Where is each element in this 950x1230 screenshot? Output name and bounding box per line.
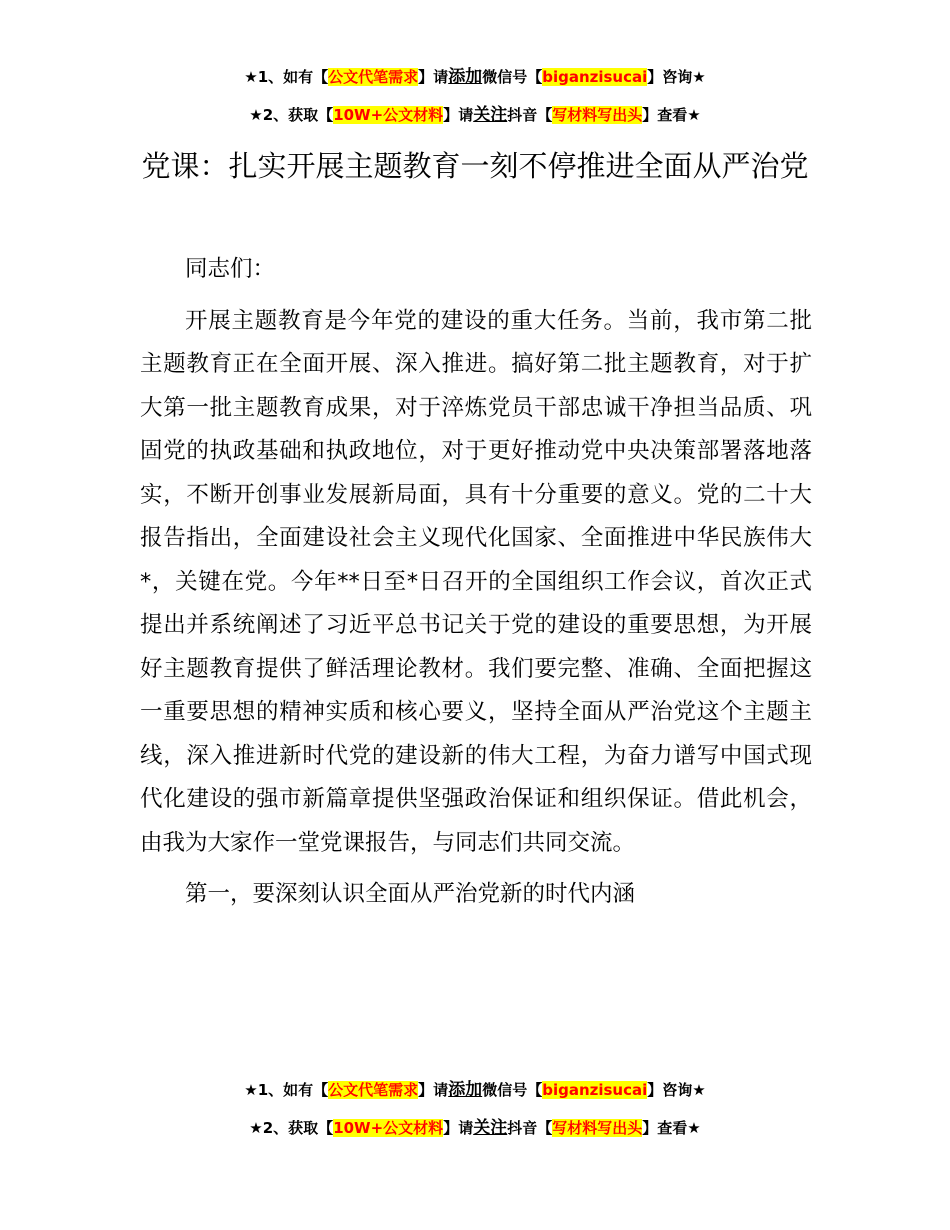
promo-footer-line2-suffix: 】查看★: [642, 1119, 701, 1137]
promo-line2-prefix: ★2、获取【: [249, 106, 334, 124]
salutation-paragraph: 同志们：: [185, 256, 276, 282]
promo-footer: [0, 1075, 950, 1151]
promo-footer-douyin-account-highlight: 写材料写出头: [552, 1119, 643, 1137]
promo-douyin-account-highlight: 写材料写出头: [552, 106, 643, 124]
promo-footer-line2-mid1: 】请: [443, 1119, 474, 1137]
promo-line1-prefix: ★1、如有【: [244, 68, 329, 86]
promo-footer-line2-prefix: ★2、获取【: [249, 1119, 334, 1137]
promo-footer-line1-mid1: 】请: [418, 1081, 449, 1099]
promo-footer-materials-highlight: 10W+公文材料: [333, 1119, 444, 1137]
promo-writing-service-highlight: 公文代笔需求: [328, 68, 419, 86]
document-body: [140, 248, 812, 925]
promo-footer-wechat-id-highlight: biganzisucai: [542, 1081, 648, 1099]
promo-footer-line2-mid2: 抖音【: [507, 1119, 553, 1137]
promo-line1-mid1: 】请: [418, 68, 449, 86]
promo-footer-line1-suffix: 】咨询★: [647, 1081, 706, 1099]
promo-line1-underline: 添加: [448, 67, 483, 87]
body-paragraph: 开展主题教育是今年党的建设的重大任务。当前，我市第二批主题教育正在全面开展、深入推进。搞好第二批主题教育，对于扩大第一批主题教育成果，对于淬炼党员干部忠诚干净担当品质、巩固党的执政基础和执政地位，对于更好推动党中央决策部署落地落实，不断开创事业发展新局面，具有十分重要的意义。党的二十大报告指出，全面建设社会主义现代化国家、全面推进中华民族伟大*，关键在党。今年**日至*日召开的全国组织工作会议，首次正式提出并系统阐述了习近平总书记关于党的建设的重要思想，为开展好主题教育提供了鲜活理论教材。我们要完整、准确、全面把握这一重要思想的精神实质和核心要义，坚持全面从严治党这个主题主线，深入推进新时代党的建设新的伟大工程，为奋力谱写中国式现代化建设的强市新篇章提供坚强政治保证和组织保证。借此机会，由我为大家作一堂党课报告，与同志们共同交流。: [140, 307, 812, 856]
promo-line1-mid2: 微信号【: [482, 68, 543, 86]
promo-materials-highlight: 10W+公文材料: [333, 106, 444, 124]
promo-header: [0, 62, 950, 138]
promo-footer-line2-underline: 关注: [473, 1118, 508, 1138]
document-title: 党课：扎实开展主题教育一刻不停推进全面从严治党: [141, 149, 809, 183]
promo-line2-mid2: 抖音【: [507, 106, 553, 124]
promo-line-2: [0, 100, 950, 138]
promo-line2-mid1: 】请: [443, 106, 474, 124]
promo-line2-suffix: 】查看★: [642, 106, 701, 124]
promo-wechat-id-highlight: biganzisucai: [542, 68, 648, 86]
promo-line2-underline: 关注: [473, 105, 508, 125]
promo-footer-line-2: [0, 1113, 950, 1151]
section-heading-paragraph: 第一，要深刻认识全面从严治党新的时代内涵: [185, 881, 636, 907]
promo-line1-suffix: 】咨询★: [647, 68, 706, 86]
promo-line-1: [0, 62, 950, 100]
promo-footer-line1-underline: 添加: [448, 1080, 483, 1100]
promo-footer-line-1: [0, 1075, 950, 1113]
promo-footer-line1-prefix: ★1、如有【: [244, 1081, 329, 1099]
promo-footer-line1-mid2: 微信号【: [482, 1081, 543, 1099]
promo-footer-writing-service-highlight: 公文代笔需求: [328, 1081, 419, 1099]
